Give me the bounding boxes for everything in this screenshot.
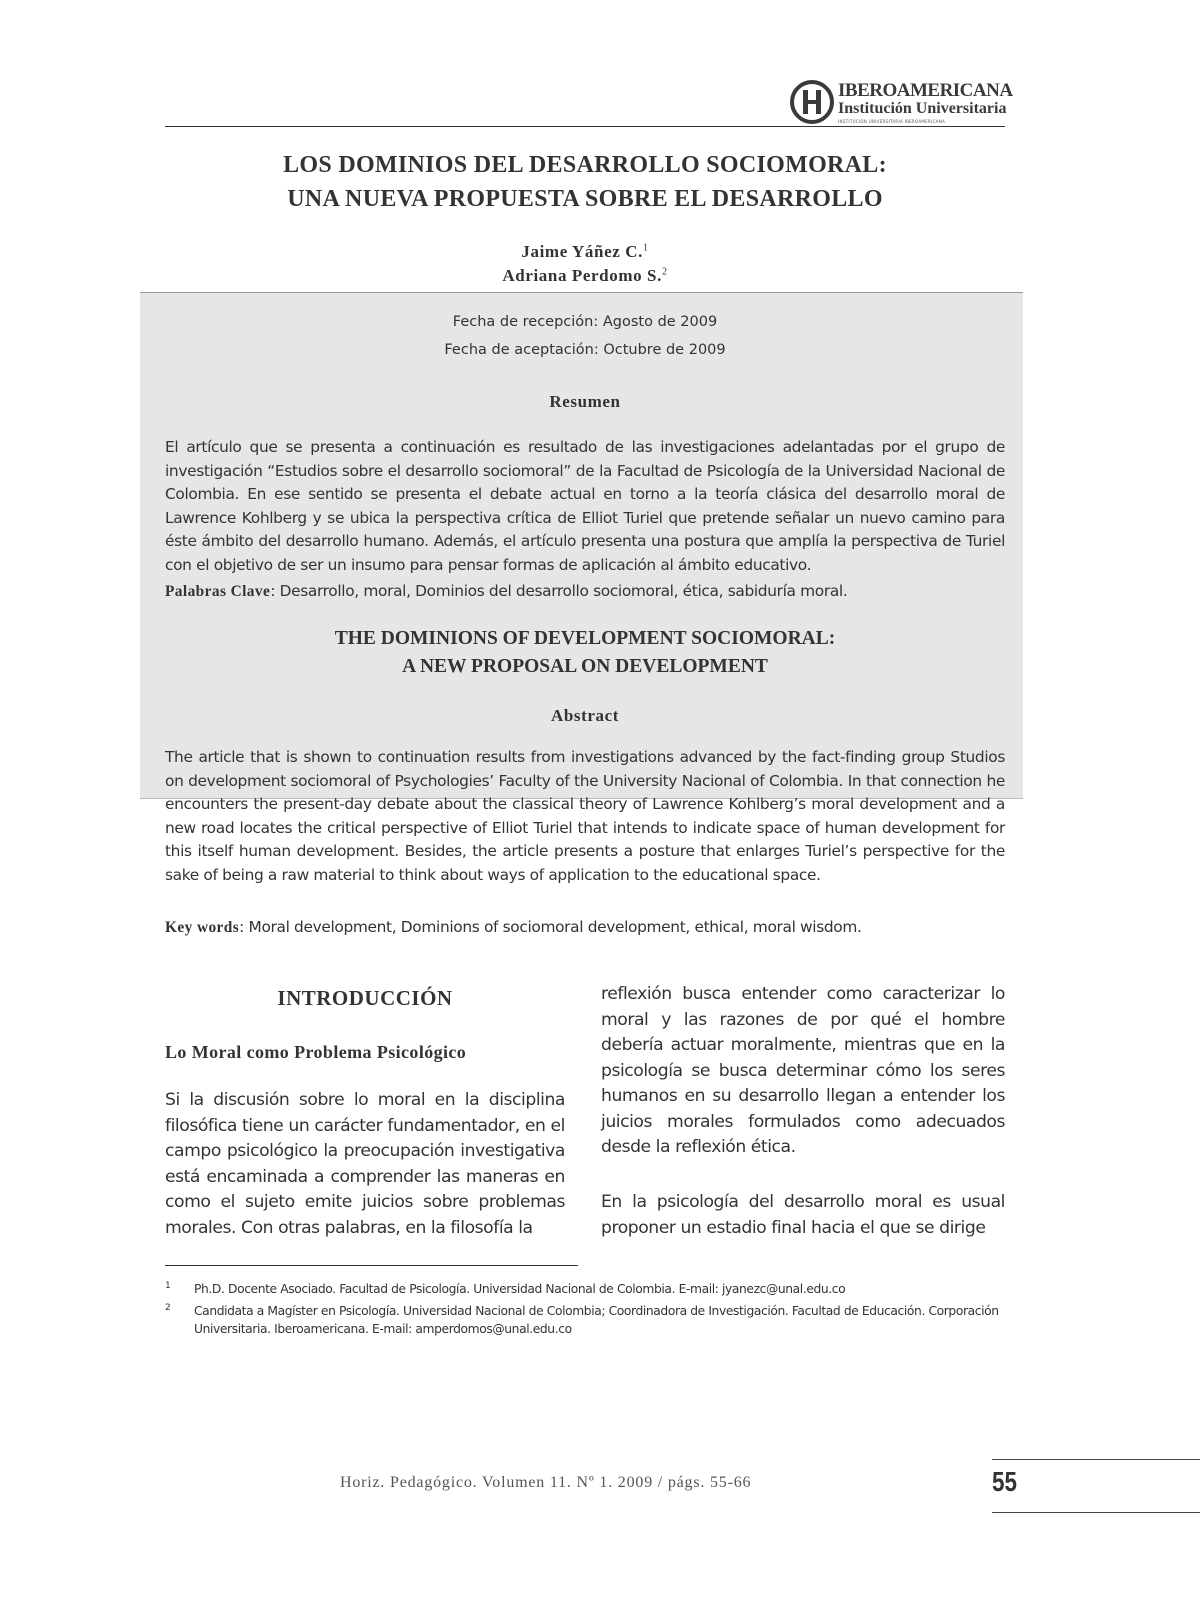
logo-tagline: INSTITUCIÓN UNIVERSITARIA IBEROAMERICANA	[838, 119, 946, 124]
accepted-date: Fecha de aceptación: Octubre de 2009	[444, 342, 726, 358]
logo-name: IBEROAMERICANA	[838, 80, 1013, 101]
introduction-heading: INTRODUCCIÓN	[277, 986, 453, 1010]
intro-right-paragraph-2: En la psicología del desarrollo moral es usual proponer un estadio final hacia el que se dirige	[601, 1192, 1005, 1238]
intro-right-paragraph-1: reflexión busca entender como caracterizar lo moral y las razones de por qué el hombre debería actuar moralmente, mientras que en la psicología se busca determinar cómo los seres humanos en su desarrollo llegan a entender los juicios morales formulados como adecuados desde la reflexión ética.	[601, 984, 1005, 1157]
footnote-2	[165, 1302, 1005, 1338]
author-name: Jaime Yáñez C.	[521, 242, 643, 261]
journal-citation: Horiz. Pedagógico. Volumen 11. Nº 1. 2009 / págs. 55-66	[340, 1474, 752, 1491]
author-2	[165, 266, 1005, 286]
footnote-mark[interactable]: 1	[642, 242, 649, 254]
key-words	[165, 918, 1005, 937]
logo-subtitle: Institución Universitaria	[838, 100, 1007, 117]
footnote-number: 1	[165, 1281, 171, 1291]
page-number: 55	[992, 1466, 1017, 1497]
abstract-heading: Abstract	[550, 706, 620, 725]
page-number-rule-bottom	[992, 1512, 1200, 1513]
resumen-text: El artículo que se presenta a continuación es resultado de las investigaciones adelantadas por el grupo de investigación “Estudios sobre el desarrollo sociomoral” de la Facultad de Psicología de la Universidad Nacional de Colombia. En ese sentido se presenta el debate actual en torno a la teoría clásica del desarrollo moral de Lawrence Kohlberg y se ubica la perspectiva crítica de Elliot Turiel que pretende señalar un nuevo camino para éste ámbito del desarrollo humano. Además, el artículo presenta una postura que amplía la perspectiva de Turiel con el objetivo de ser un insumo para pensar formas de aplicación al ámbito educativo.	[165, 438, 1005, 574]
intro-left-paragraph: Si la discusión sobre lo moral en la disciplina filosófica tiene un carácter fundamentador, en el campo psicológico la preocupación investigativa está encaminada a comprender las maneras en como el sujeto emite juicios sobre problemas morales. Con otras palabras, en la filosofía la	[165, 1090, 565, 1238]
footnote-rule	[165, 1265, 578, 1266]
institution-logo	[790, 78, 1013, 130]
english-title-line-2: A NEW PROPOSAL ON DEVELOPMENT	[402, 656, 768, 677]
keywords-list: : Desarrollo, moral, Dominios del desarrollo sociomoral, ética, sabiduría moral.	[270, 582, 848, 600]
author-name: Adriana Perdomo S.	[502, 266, 662, 285]
received-date: Fecha de recepción: Agosto de 2009	[452, 314, 718, 330]
keywords-list: : Moral development, Dominions of sociomoral development, ethical, moral wisdom.	[239, 918, 862, 936]
palabras-clave	[165, 582, 1005, 601]
footnote-1	[165, 1280, 1005, 1298]
section-subheading: Lo Moral como Problema Psicológico	[165, 1042, 467, 1062]
page-number-rule-top	[992, 1459, 1200, 1460]
keywords-label: Key words	[165, 919, 240, 936]
footnote-text: Ph.D. Docente Asociado. Facultad de Psicología. Universidad Nacional de Colombia. E-mail: jyanezc@unal.edu.co	[194, 1282, 846, 1296]
keywords-label: Palabras Clave	[165, 583, 271, 600]
iberoamericana-emblem-icon	[790, 80, 834, 124]
article-title-line-2: UNA NUEVA PROPUESTA SOBRE EL DESARROLLO	[287, 186, 883, 212]
english-title-line-1: THE DOMINIONS OF DEVELOPMENT SOCIOMORAL:	[334, 628, 836, 649]
article-title-line-1: LOS DOMINIOS DEL DESARROLLO SOCIOMORAL:	[283, 152, 887, 178]
footnote-text: Candidata a Magíster en Psicología. Universidad Nacional de Colombia; Coordinadora de Investigación. Facultad de Educación. Corporación Universitaria. Iberoamericana. E-mail: amperdomos@unal.edu.co	[194, 1304, 999, 1336]
footnote-number: 2	[165, 1303, 171, 1313]
resumen-heading: Resumen	[549, 392, 621, 411]
author-1	[165, 242, 1005, 262]
header-rule	[165, 126, 1005, 127]
footnote-mark[interactable]: 2	[661, 266, 668, 278]
abstract-text: The article that is shown to continuation results from investigations advanced by the fact-finding group Studios on development sociomoral of Psychologies’ Faculty of the University Nacional of Colombia. In that connection he encounters the present-day debate about the classical theory of Lawrence Kohlberg’s moral development and a new road locates the critical perspective of Elliot Turiel that intends to indicate space of human development for this itself human development. Besides, the article presents a posture that enlarges Turiel’s perspective for the sake of being a raw material to think about ways of application to the educational space.	[165, 748, 1005, 884]
